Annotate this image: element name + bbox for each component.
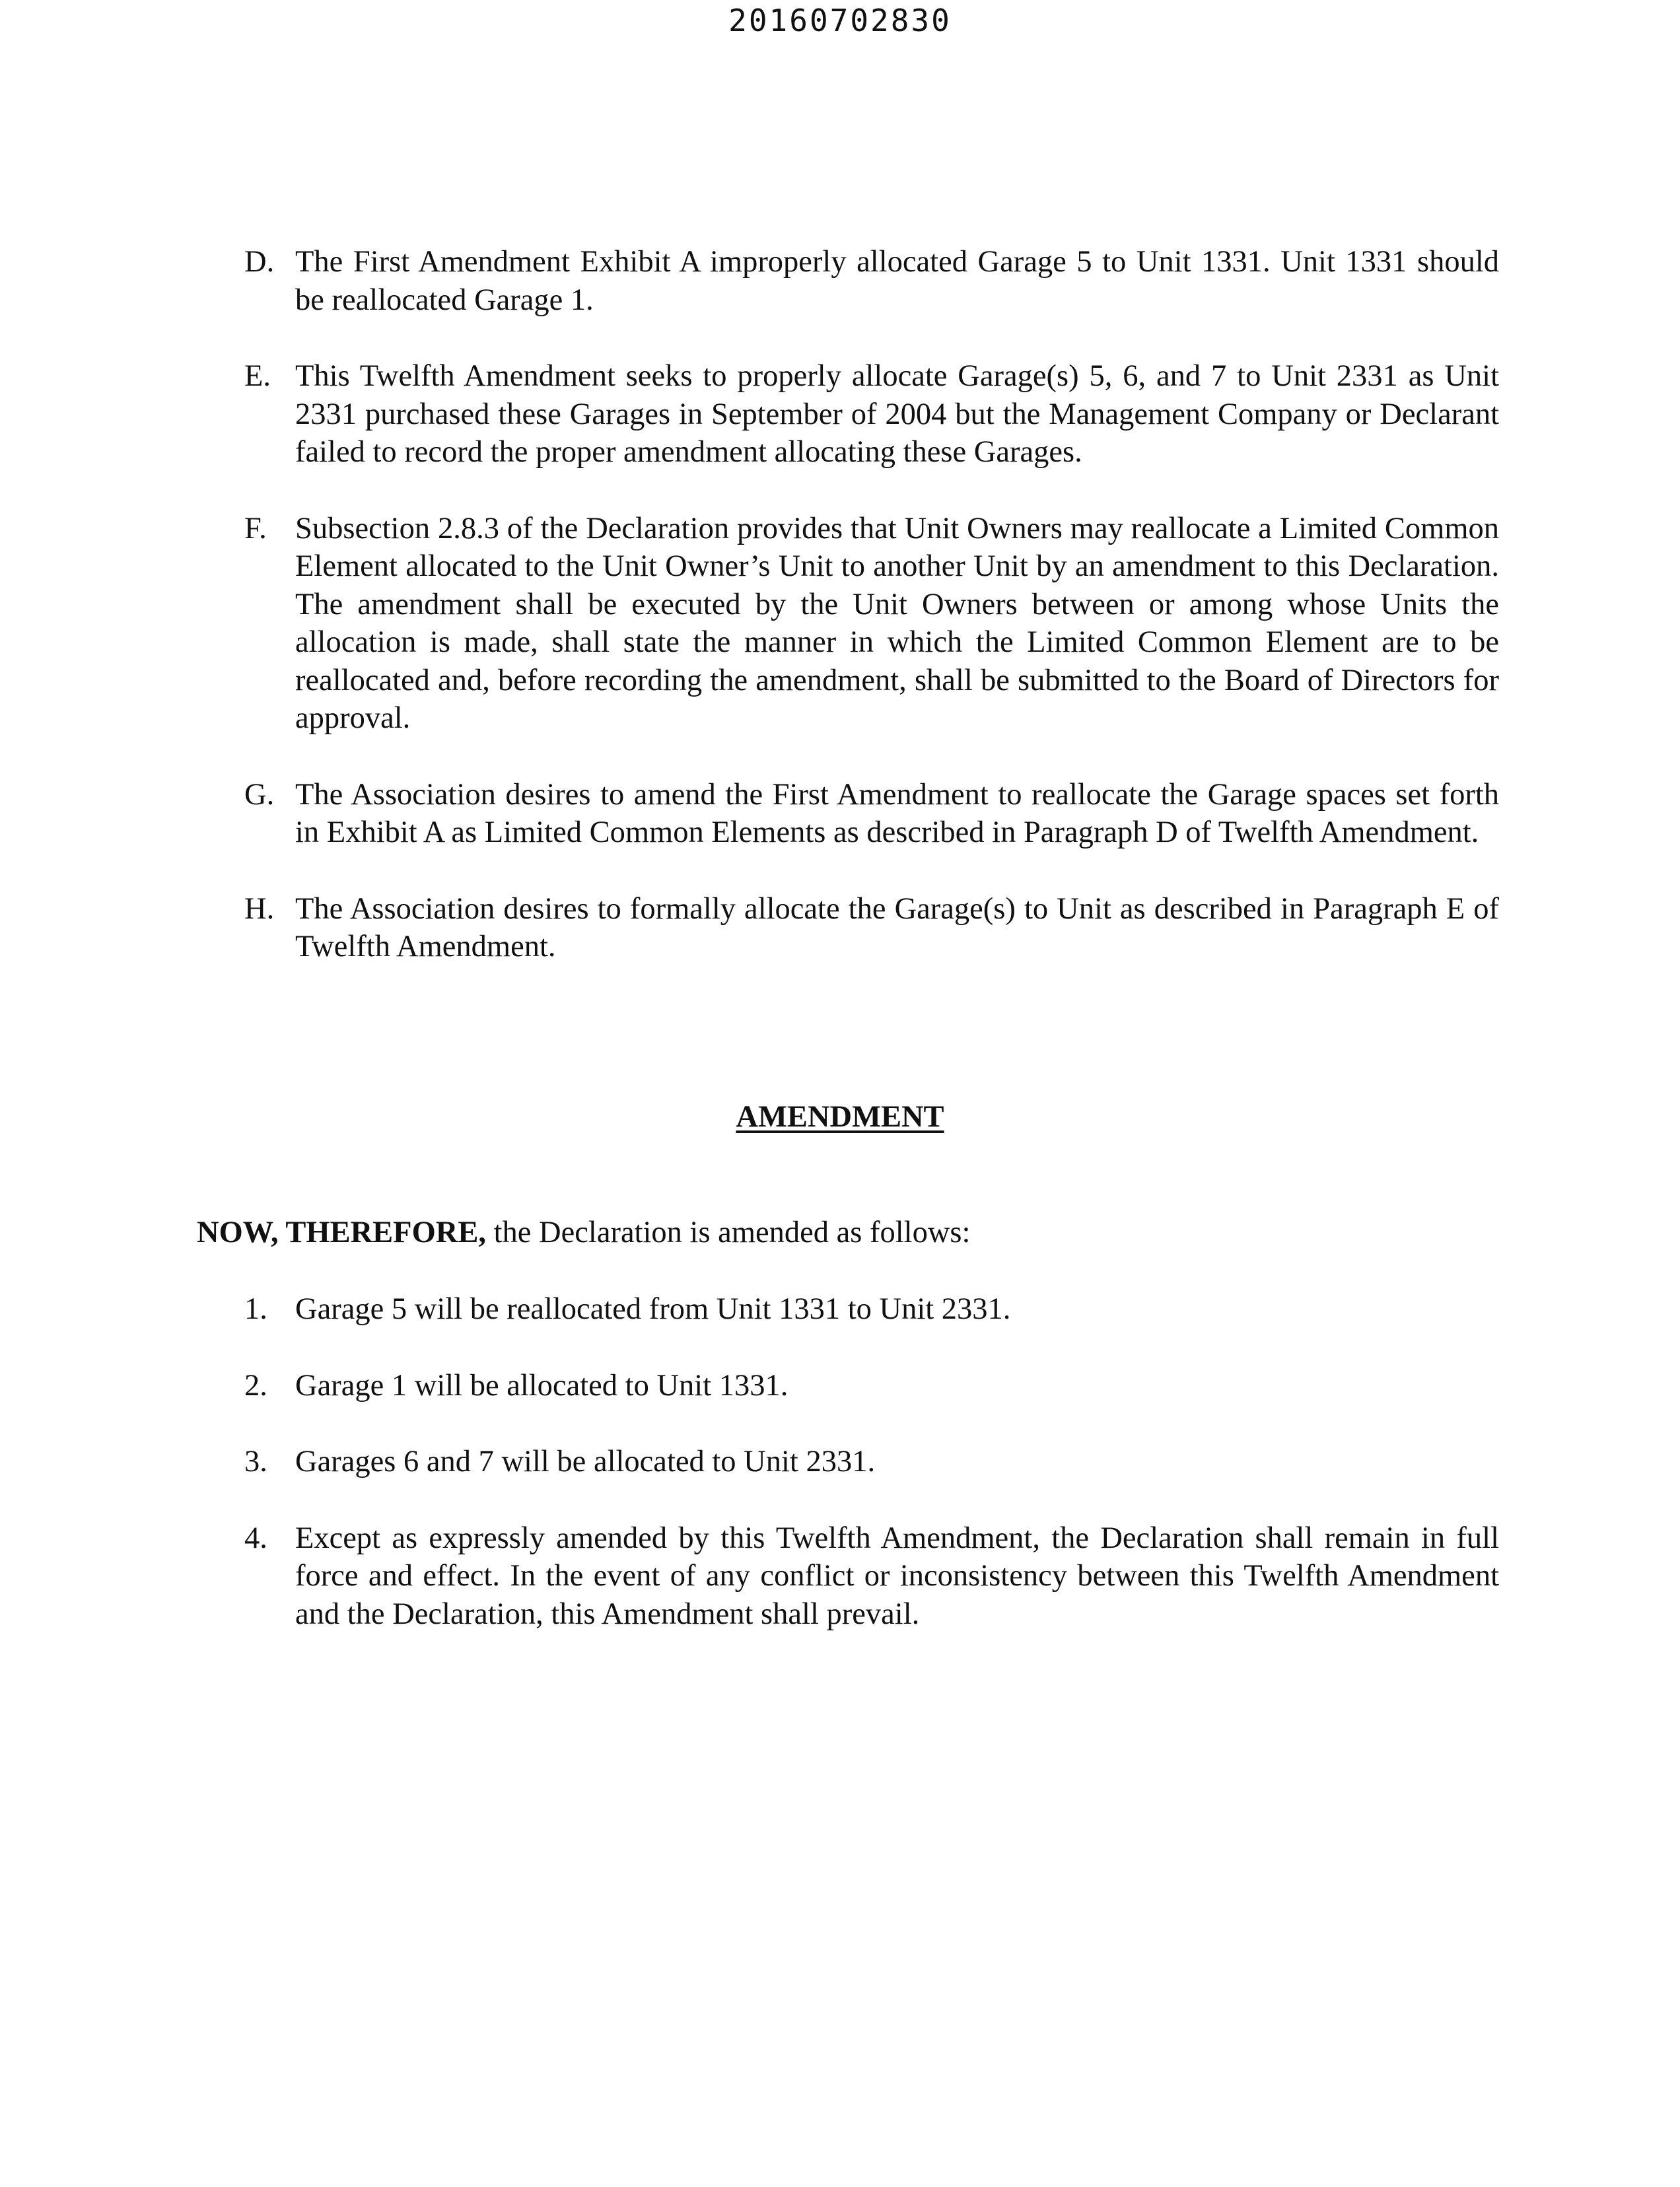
- recital-marker: E.: [244, 359, 271, 393]
- amendment-text: Garage 5 will be reallocated from Unit 1331 to Unit 2331.: [295, 1292, 1011, 1326]
- amendment-marker: 2.: [244, 1368, 267, 1403]
- recital-text: The First Amendment Exhibit A improperly allocated Garage 5 to Unit 1331. Unit 1331 should be reallocated Garage 1.: [295, 245, 1499, 317]
- amendment-text: Except as expressly amended by this Twelfth Amendment, the Declaration shall remain in full force and effect. In the event of any conflict or inconsistency between this Twelfth Amendment and the Declaration, this Amendment shall prevail.: [295, 1521, 1499, 1631]
- resolution-line: [197, 1214, 1518, 1251]
- document-number: 20160702830: [728, 3, 952, 38]
- recital-marker: D.: [244, 245, 275, 279]
- amendment-item-2: [244, 1367, 1499, 1405]
- recital-marker: F.: [244, 511, 267, 545]
- recital-text: The Association desires to amend the First Amendment to reallocate the Garage spaces set forth in Exhibit A as Limited Common Elements as described in Paragraph D of Twelfth Amendment.: [295, 777, 1499, 849]
- recital-e: [244, 357, 1499, 471]
- recital-text: Subsection 2.8.3 of the Declaration provides that Unit Owners may reallocate a Limited Common Element allocated to the Unit Owner’s Unit to another Unit by an amendment to this Declaration. The amendment shall be executed by the Unit Owners between or among whose Units the allocation is made, shall state the manner in which the Limited Common Element are to be reallocated and, before recording the amendment, shall be submitted to the Board of Directors for approval.: [295, 511, 1499, 735]
- resolution-rest: the Declaration is amended as follows:: [485, 1216, 971, 1249]
- amendment-marker: 4.: [244, 1521, 267, 1555]
- recital-text: This Twelfth Amendment seeks to properly allocate Garage(s) 5, 6, and 7 to Unit 2331 as Unit 2331 purchased these Garages in September of 2004 but the Management Company or Declarant failed to record the proper amendment allocating these Garages.: [295, 359, 1499, 469]
- recital-h: [244, 890, 1499, 966]
- section-heading: [0, 1098, 1680, 1136]
- amendment-item-1: [244, 1290, 1499, 1329]
- resolution-lead: NOW, THEREFORE,: [197, 1216, 486, 1249]
- recital-marker: G.: [244, 777, 275, 812]
- recital-g: [244, 776, 1499, 852]
- recitals-list: [244, 243, 1499, 1004]
- amendment-text: Garage 1 will be allocated to Unit 1331.: [295, 1368, 788, 1403]
- recital-d: [244, 243, 1499, 319]
- amendment-list: [244, 1290, 1499, 1671]
- recital-text: The Association desires to formally allocate the Garage(s) to Unit as described in Paragraph E of Twelfth Amendment.: [295, 891, 1499, 963]
- recital-f: [244, 510, 1499, 738]
- amendment-marker: 3.: [244, 1445, 267, 1478]
- recital-marker: H.: [244, 891, 275, 926]
- amendment-item-4: [244, 1519, 1499, 1634]
- amendment-item-3: [244, 1443, 1499, 1481]
- amendment-marker: 1.: [244, 1292, 267, 1326]
- section-heading-text: AMENDMENT: [736, 1100, 944, 1134]
- amendment-text: Garages 6 and 7 will be allocated to Unit 2331.: [295, 1445, 876, 1478]
